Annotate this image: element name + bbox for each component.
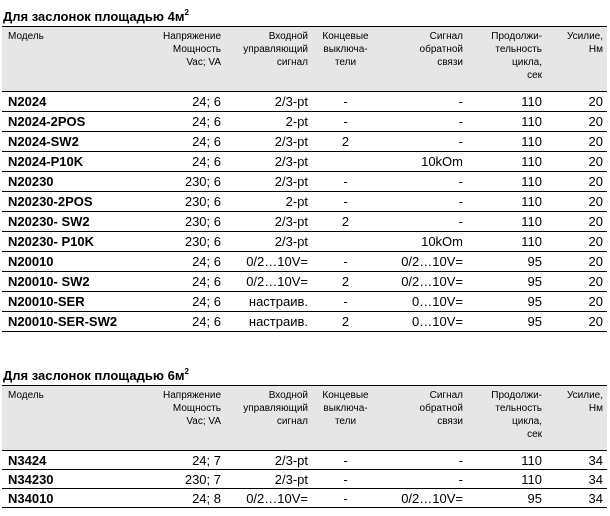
cell-voltage: 24; 6: [135, 112, 225, 132]
cell-model: N20230- P10K: [2, 232, 135, 252]
cell-torque: 20: [546, 132, 607, 152]
cell-feedback-signal: 0…10V=: [379, 312, 467, 332]
cell-model: N20010: [2, 252, 135, 272]
cell-input-signal: 2/3-pt: [225, 92, 312, 112]
cell-feedback-signal: 0/2…10V=: [379, 252, 467, 272]
cell-limit-switches: 2: [312, 132, 379, 152]
cell-voltage: 24; 6: [135, 272, 225, 292]
cell-voltage: 24; 6: [135, 292, 225, 312]
cell-limit-switches: -: [312, 192, 379, 212]
header-limit-switches: Концевые выключа- тели: [312, 27, 379, 92]
cell-feedback-signal: -: [379, 112, 467, 132]
header-row: [2, 27, 607, 92]
cell-feedback-signal: 0…10V=: [379, 292, 467, 312]
cell-torque: 20: [546, 312, 607, 332]
cell-input-signal: 2/3-pt: [225, 470, 312, 489]
cell-torque: 20: [546, 232, 607, 252]
table-row: [2, 272, 607, 292]
table-row: [2, 232, 607, 252]
table-row: [2, 172, 607, 192]
cell-input-signal: 2-pt: [225, 192, 312, 212]
cell-model: N3424: [2, 451, 135, 470]
cell-voltage: 24; 6: [135, 152, 225, 172]
cell-torque: 20: [546, 292, 607, 312]
table-row: [2, 292, 607, 312]
cell-cycle-duration: 95: [467, 489, 546, 508]
header-limit-switches: Концевые выключа- тели: [312, 386, 379, 451]
cell-cycle-duration: 110: [467, 132, 546, 152]
cell-cycle-duration: 95: [467, 252, 546, 272]
cell-torque: 34: [546, 470, 607, 489]
cell-feedback-signal: 0/2…10V=: [379, 272, 467, 292]
header-input-signal: Входной управляющий сигнал: [225, 386, 312, 451]
header-feedback-signal: Сигнал обратной связи: [379, 386, 467, 451]
spec-table: [2, 385, 607, 508]
table-header: [2, 27, 607, 92]
cell-input-signal: 0/2…10V=: [225, 272, 312, 292]
cell-feedback-signal: 0/2…10V=: [379, 489, 467, 508]
cell-model: N20230: [2, 172, 135, 192]
cell-input-signal: 2/3-pt: [225, 132, 312, 152]
cell-voltage: 24; 6: [135, 312, 225, 332]
cell-input-signal: 2/3-pt: [225, 451, 312, 470]
cell-model: N20010-SER: [2, 292, 135, 312]
table-row: [2, 152, 607, 172]
cell-feedback-signal: -: [379, 92, 467, 112]
cell-input-signal: настраив.: [225, 292, 312, 312]
header-row: [2, 386, 607, 451]
cell-torque: 34: [546, 451, 607, 470]
cell-input-signal: 2/3-pt: [225, 152, 312, 172]
cell-limit-switches: -: [312, 451, 379, 470]
cell-voltage: 230; 6: [135, 172, 225, 192]
table-row: [2, 192, 607, 212]
section-title-text: Для заслонок площадью 4м: [3, 9, 185, 24]
cell-limit-switches: -: [312, 292, 379, 312]
cell-feedback-signal: -: [379, 470, 467, 489]
spec-table: [2, 26, 607, 332]
cell-cycle-duration: 95: [467, 312, 546, 332]
cell-model: N2024-P10K: [2, 152, 135, 172]
cell-feedback-signal: -: [379, 172, 467, 192]
header-cycle-duration: Продолжи- тельность цикла, сек: [467, 27, 546, 92]
table-header: [2, 386, 607, 451]
table-row: [2, 252, 607, 272]
cell-torque: 20: [546, 92, 607, 112]
table-row: [2, 312, 607, 332]
cell-cycle-duration: 95: [467, 272, 546, 292]
cell-cycle-duration: 110: [467, 232, 546, 252]
header-model: Модель: [2, 27, 135, 92]
table-row: [2, 212, 607, 232]
cell-limit-switches: -: [312, 489, 379, 508]
cell-input-signal: 2/3-pt: [225, 172, 312, 192]
cell-voltage: 24; 8: [135, 489, 225, 508]
cell-model: N20230- SW2: [2, 212, 135, 232]
header-feedback-signal: Сигнал обратной связи: [379, 27, 467, 92]
cell-model: N2024: [2, 92, 135, 112]
cell-voltage: 230; 6: [135, 232, 225, 252]
header-input-signal: Входной управляющий сигнал: [225, 27, 312, 92]
header-voltage: Напряжение Мощность Vac; VA: [135, 386, 225, 451]
cell-model: N2024-2POS: [2, 112, 135, 132]
cell-feedback-signal: 10kOm: [379, 232, 467, 252]
cell-model: N34010: [2, 489, 135, 508]
table-row: [2, 489, 607, 508]
cell-input-signal: 0/2…10V=: [225, 252, 312, 272]
section-6m2: [0, 362, 610, 508]
cell-torque: 20: [546, 252, 607, 272]
cell-cycle-duration: 110: [467, 112, 546, 132]
cell-cycle-duration: 110: [467, 92, 546, 112]
cell-cycle-duration: 110: [467, 470, 546, 489]
cell-limit-switches: -: [312, 470, 379, 489]
cell-limit-switches: -: [312, 172, 379, 192]
cell-torque: 34: [546, 489, 607, 508]
cell-model: N20010- SW2: [2, 272, 135, 292]
header-cycle-duration: Продолжи- тельность цикла, сек: [467, 386, 546, 451]
cell-input-signal: настраив.: [225, 312, 312, 332]
header-torque: Усилие, Нм: [546, 386, 607, 451]
cell-voltage: 24; 7: [135, 451, 225, 470]
cell-limit-switches: 2: [312, 312, 379, 332]
cell-voltage: 24; 6: [135, 252, 225, 272]
section-title-text: Для заслонок площадью 6м: [3, 368, 185, 383]
cell-feedback-signal: -: [379, 451, 467, 470]
cell-input-signal: 2-pt: [225, 112, 312, 132]
cell-voltage: 230; 6: [135, 192, 225, 212]
cell-input-signal: 0/2…10V=: [225, 489, 312, 508]
cell-voltage: 230; 7: [135, 470, 225, 489]
cell-feedback-signal: 10kOm: [379, 152, 467, 172]
cell-limit-switches: [312, 232, 379, 252]
section-title-superscript: 2: [184, 367, 189, 376]
table-body: [2, 451, 607, 508]
cell-limit-switches: 2: [312, 272, 379, 292]
cell-model: N34230: [2, 470, 135, 489]
cell-cycle-duration: 95: [467, 292, 546, 312]
cell-torque: 20: [546, 212, 607, 232]
header-torque: Усилие, Нм: [546, 27, 607, 92]
table-row: [2, 112, 607, 132]
cell-feedback-signal: -: [379, 212, 467, 232]
table-row: [2, 470, 607, 489]
cell-torque: 20: [546, 112, 607, 132]
cell-input-signal: 2/3-pt: [225, 212, 312, 232]
cell-torque: 20: [546, 152, 607, 172]
cell-cycle-duration: 110: [467, 192, 546, 212]
section-title: [0, 3, 610, 26]
cell-cycle-duration: 110: [467, 212, 546, 232]
cell-voltage: 24; 6: [135, 92, 225, 112]
cell-torque: 20: [546, 172, 607, 192]
cell-torque: 20: [546, 192, 607, 212]
cell-feedback-signal: -: [379, 132, 467, 152]
cell-voltage: 230; 6: [135, 212, 225, 232]
section-title: [0, 362, 610, 385]
table-body: [2, 92, 607, 332]
cell-model: N20010-SER-SW2: [2, 312, 135, 332]
header-voltage: Напряжение Мощность Vac; VA: [135, 27, 225, 92]
cell-voltage: 24; 6: [135, 132, 225, 152]
cell-feedback-signal: -: [379, 192, 467, 212]
section-title-superscript: 2: [184, 8, 189, 17]
cell-limit-switches: [312, 152, 379, 172]
cell-limit-switches: 2: [312, 212, 379, 232]
cell-cycle-duration: 110: [467, 172, 546, 192]
cell-cycle-duration: 110: [467, 152, 546, 172]
table-row: [2, 92, 607, 112]
table-row: [2, 132, 607, 152]
header-model: Модель: [2, 386, 135, 451]
cell-limit-switches: -: [312, 252, 379, 272]
cell-input-signal: 2/3-pt: [225, 232, 312, 252]
cell-model: N2024-SW2: [2, 132, 135, 152]
cell-model: N20230-2POS: [2, 192, 135, 212]
cell-torque: 20: [546, 272, 607, 292]
table-row: [2, 451, 607, 470]
section-4m2: [0, 3, 610, 332]
cell-limit-switches: -: [312, 112, 379, 132]
cell-limit-switches: -: [312, 92, 379, 112]
cell-cycle-duration: 110: [467, 451, 546, 470]
